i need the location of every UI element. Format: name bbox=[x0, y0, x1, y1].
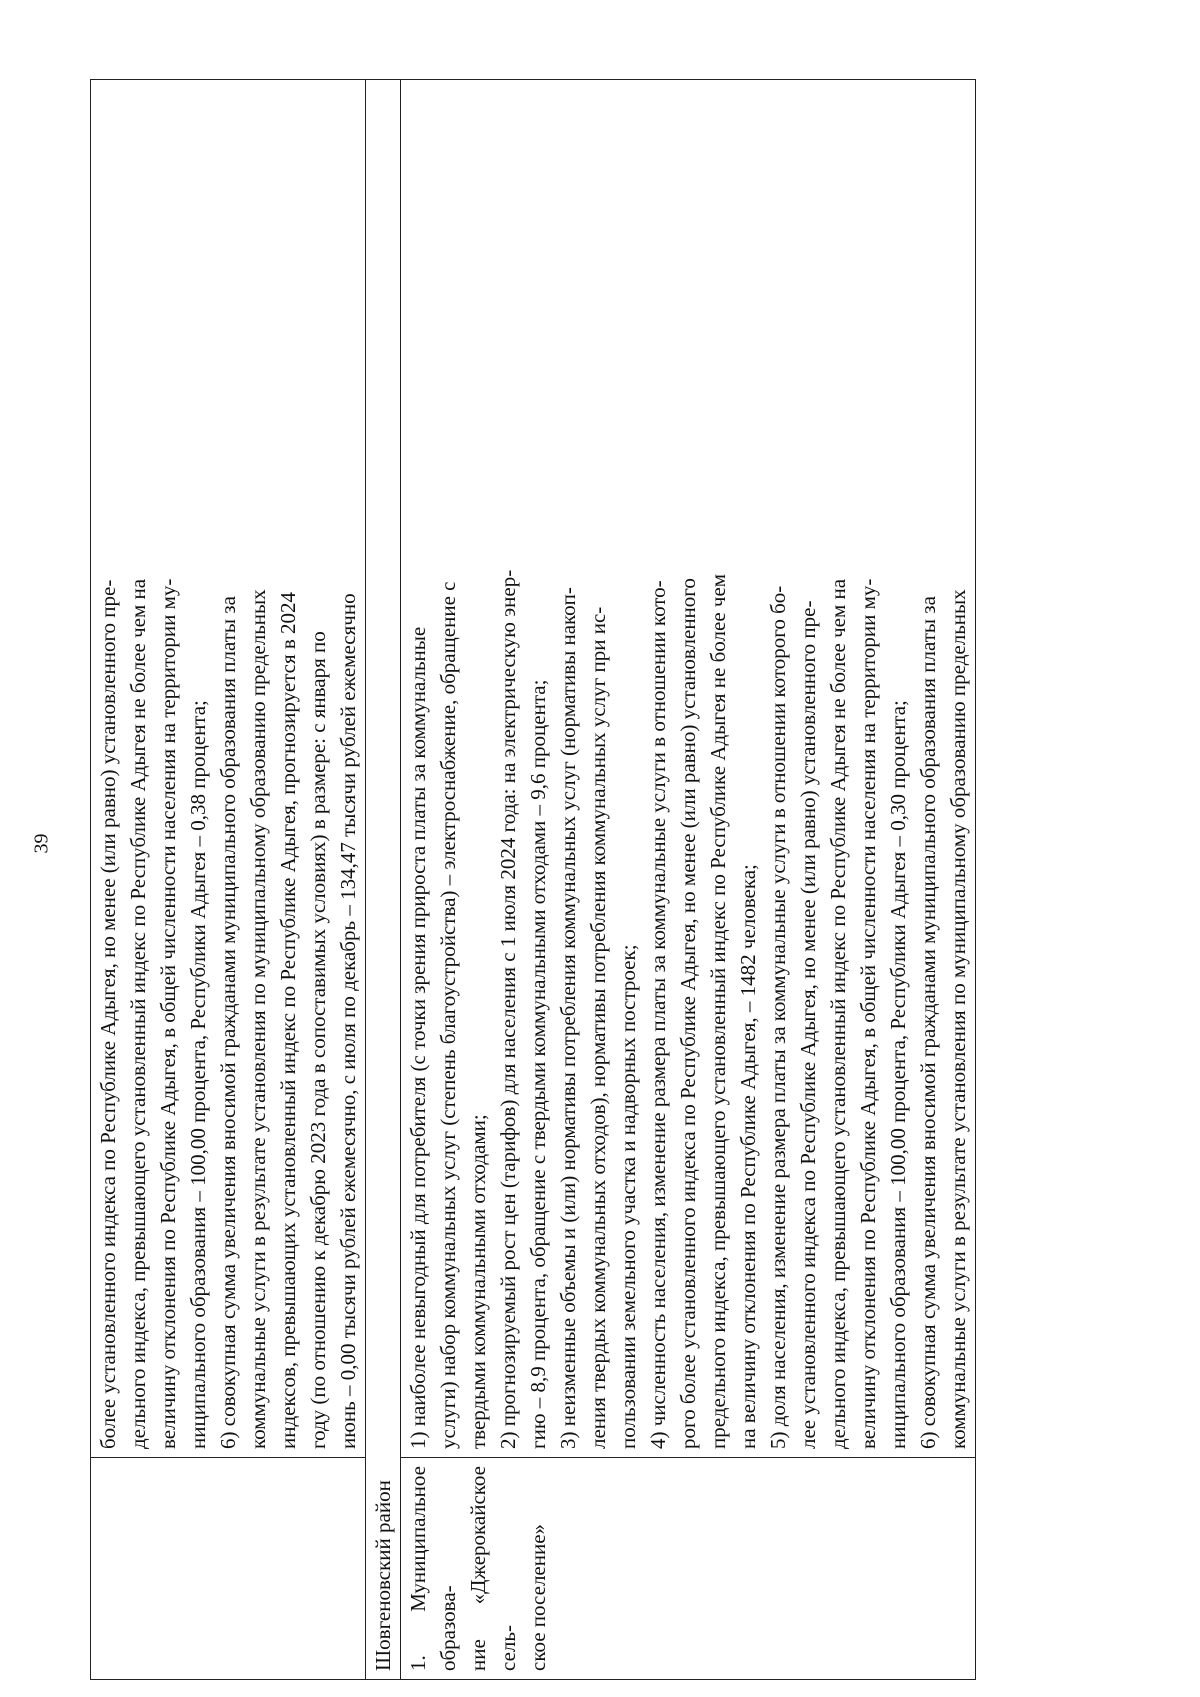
text-line: твердыми коммунальными отходами; bbox=[466, 1114, 490, 1449]
text-line: 6) совокупная сумма увеличения вносимой гражданами муниципального образования платы за bbox=[216, 596, 240, 1449]
regional-indices-table bbox=[90, 79, 976, 1680]
text-line: ниципального образования – 100,00 процента, Республики Адыгея – 0,30 процента; bbox=[886, 700, 910, 1449]
text-line: коммунальные услуги в результате установления по муниципальному образованию предельных bbox=[946, 589, 970, 1449]
text-line: дельного индекса, превышающего установленный индекс по Республике Адыгея не более чем на bbox=[126, 578, 150, 1449]
text-line: величину отклонения по Республике Адыгея, в общей численности населения на территории му- bbox=[856, 578, 880, 1449]
text-line: июнь – 0,00 тысячи рублей ежемесячно, с июля по декабрь – 134,47 тысячи рублей ежемесячно bbox=[336, 593, 360, 1449]
text-line: предельного индекса, превышающего установленный индекс по Республике Адыгея не более чем bbox=[706, 573, 730, 1449]
rotated-table-container bbox=[90, 80, 1050, 1680]
continuation-left-cell bbox=[91, 1458, 366, 1680]
text-line: более установленного индекса по Республике Адыгея, но менее (или равно) установленного пре- bbox=[96, 579, 120, 1449]
text-line: на величину отклонения по Республике Адыгея, – 1482 человека; bbox=[736, 864, 760, 1449]
text-line: пользовании земельного участка и надворных построек; bbox=[616, 944, 640, 1449]
text-line: индексов, превышающих установленный индекс по Республике Адыгея, прогнозируется в 2024 bbox=[276, 591, 300, 1449]
table-row-continuation bbox=[91, 80, 366, 1680]
text-line: дельного индекса, превышающего установленный индекс по Республике Адыгея не более чем на bbox=[826, 578, 850, 1449]
text-line: ления твердых коммунальных отходов), нормативы потребления коммунальных услуг при ис- bbox=[586, 606, 610, 1449]
text-line: лее установленного индекса по Республике Адыгея, но менее (или равно) установленного пре- bbox=[796, 600, 820, 1449]
text-line: ское поселение» bbox=[526, 1523, 550, 1671]
table-row-municipality bbox=[401, 80, 976, 1680]
page-number: 39 bbox=[30, 833, 53, 854]
text-line: 4) численность населения, изменение размера платы за коммунальные услуги в отношении кото- bbox=[646, 580, 670, 1449]
text-line: гию – 8,9 процента, обращение с твердыми коммунальными отходами – 9,6 процента; bbox=[526, 679, 550, 1449]
text-line: 3) неизменные объемы и (или) нормативы потребления коммунальных услуг (нормативы накоп- bbox=[556, 587, 580, 1449]
section-header-district: Шовгеновский район bbox=[366, 80, 401, 1680]
text-line: рого более установленного индекса по Республике Адыгея, но менее (или равно) установленного bbox=[676, 578, 700, 1449]
text-line: 1) наиболее невыгодный для потребителя (с точки зрения прироста платы за коммунальные bbox=[406, 626, 430, 1449]
text-line: году (по отношению к декабрю 2023 года в сопоставимых условиях) в размере: с января по bbox=[306, 631, 330, 1449]
text-line: 2) прогнозируемый рост цен (тарифов) для населения с 1 июля 2024 года: на электрическую энер- bbox=[496, 569, 520, 1449]
text-line: 6) совокупная сумма увеличения вносимой гражданами муниципального образования платы за bbox=[916, 596, 940, 1449]
text-line: услуги) набор коммунальных услуг (степень благоустройства) – электроснабжение, обращение с bbox=[436, 581, 460, 1449]
text-line: 1. Муниципальное образова- bbox=[406, 1466, 460, 1671]
municipality-name-cell bbox=[401, 1458, 976, 1680]
continuation-text-cell bbox=[91, 80, 366, 1458]
municipality-details-cell bbox=[401, 80, 976, 1458]
text-line: коммунальные услуги в результате установления по муниципальному образованию предельных bbox=[246, 589, 270, 1449]
text-line: 5) доля населения, изменение размера платы за коммунальные услуги в отношении которого бо- bbox=[766, 585, 790, 1449]
text-line: величину отклонения по Республике Адыгея, в общей численности населения на территории му- bbox=[156, 578, 180, 1449]
text-line: ниципального образования – 100,00 процента, Республики Адыгея – 0,38 процента; bbox=[186, 700, 210, 1449]
table-row-section bbox=[366, 80, 401, 1680]
text-line: ние «Джерокайское сель- bbox=[466, 1466, 520, 1671]
